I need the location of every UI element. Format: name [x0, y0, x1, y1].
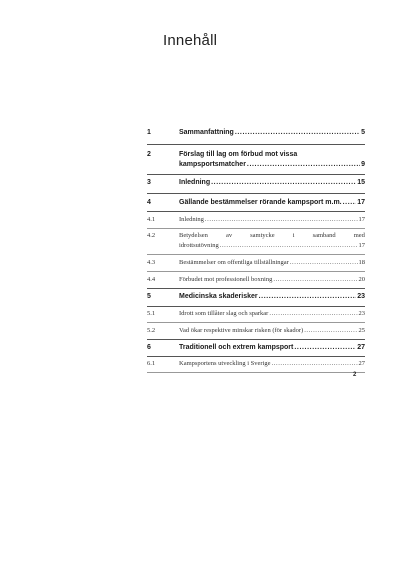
toc-entry-page: 20 — [358, 276, 365, 283]
toc-entry-number: 1 — [147, 129, 151, 136]
toc-entry-page: 27 — [357, 344, 365, 351]
toc-entry-page: 25 — [358, 327, 365, 334]
toc-entry-title-cont: idrottsutövning — [179, 242, 219, 249]
toc-entry-title: Förslag till lag om förbud mot vissa — [179, 151, 298, 158]
toc-entry-title: Bestämmelser om offentliga tillställningar — [179, 259, 289, 266]
dot-leader — [247, 160, 360, 170]
toc-entry-number: 4.2 — [147, 232, 156, 239]
dot-leader — [259, 292, 357, 302]
toc-entry-number: 4.4 — [147, 276, 156, 283]
page-title: Innehåll — [163, 32, 218, 49]
divider — [147, 339, 365, 340]
toc-entry-title: Medicinska skaderisker — [179, 293, 258, 300]
dot-leader — [343, 198, 357, 208]
toc-entry-title-cont: kampsportsmatcher — [179, 161, 246, 168]
toc-entry-number: 4 — [147, 199, 151, 206]
toc-entry-title: Traditionell och extrem kampsport — [179, 344, 294, 351]
toc-entry-page: 18 — [358, 259, 365, 266]
divider — [147, 322, 365, 323]
dot-leader — [304, 326, 357, 336]
divider — [147, 144, 365, 145]
toc-entry-title: Förbudet mot professionell boxning — [179, 276, 273, 283]
toc-entry-title: Sammanfattning — [179, 129, 234, 136]
toc-entry-page: 5 — [361, 129, 365, 136]
dot-leader — [290, 258, 358, 268]
toc-title-word: samtycke — [250, 232, 275, 239]
dot-leader — [269, 309, 357, 319]
divider — [147, 306, 365, 307]
toc-title-word: i — [292, 232, 295, 239]
toc-entry-page: 17 — [358, 242, 365, 249]
toc-entry-page: 23 — [357, 293, 365, 300]
toc-entry-number: 2 — [147, 151, 151, 158]
toc-entry-number: 5 — [147, 293, 151, 300]
dot-leader — [205, 215, 358, 225]
toc-title-word: av — [225, 232, 233, 239]
toc-entry-title: Gällande bestämmelser rörande kampsport m.m. — [179, 199, 342, 206]
toc-entry-page: 17 — [357, 199, 365, 206]
toc-entry-number: 4.3 — [147, 259, 156, 266]
toc-entry-title: Inledning — [179, 179, 211, 186]
divider — [147, 174, 365, 175]
toc-entry-number: 6 — [147, 344, 151, 351]
dot-leader — [294, 343, 356, 353]
toc-entry-title: Inledning — [179, 216, 204, 223]
toc-entry-title — [179, 231, 365, 241]
dot-leader — [235, 128, 360, 138]
toc-entry-number: 5.1 — [147, 310, 156, 317]
toc-entry-page: 27 — [358, 360, 365, 367]
divider — [147, 254, 365, 255]
dot-leader — [272, 359, 358, 369]
dot-leader — [211, 178, 356, 188]
toc-title-word: samband — [312, 232, 336, 239]
divider — [147, 372, 365, 373]
toc-entry-number: 3 — [147, 179, 151, 186]
toc-entry-title: Kampsportens utveckling i Sverige — [179, 360, 271, 367]
dot-leader — [273, 275, 357, 285]
divider — [147, 288, 365, 289]
toc-entry-page: 17 — [358, 216, 365, 223]
divider — [147, 356, 365, 357]
toc-entry-number: 6.1 — [147, 360, 156, 367]
divider — [147, 228, 365, 229]
divider — [147, 193, 365, 194]
toc-title-word: med — [353, 232, 365, 239]
toc-entry-page: 9 — [361, 161, 365, 168]
divider — [147, 211, 365, 212]
page-number: 2 — [353, 372, 357, 378]
toc-entry-number: 5.2 — [147, 327, 156, 334]
divider — [147, 271, 365, 272]
toc-title-word: Betydelsen — [179, 232, 208, 239]
toc-entry-title: Vad ökar respektive minskar risken (för skador) — [179, 327, 304, 334]
toc-entry-number: 4.1 — [147, 216, 156, 223]
toc-entry-page: 23 — [358, 310, 365, 317]
dot-leader — [220, 241, 358, 251]
toc-entry-page: 15 — [357, 179, 365, 186]
toc-entry-title: Idrott som tillåter slag och sparkar — [179, 310, 269, 317]
